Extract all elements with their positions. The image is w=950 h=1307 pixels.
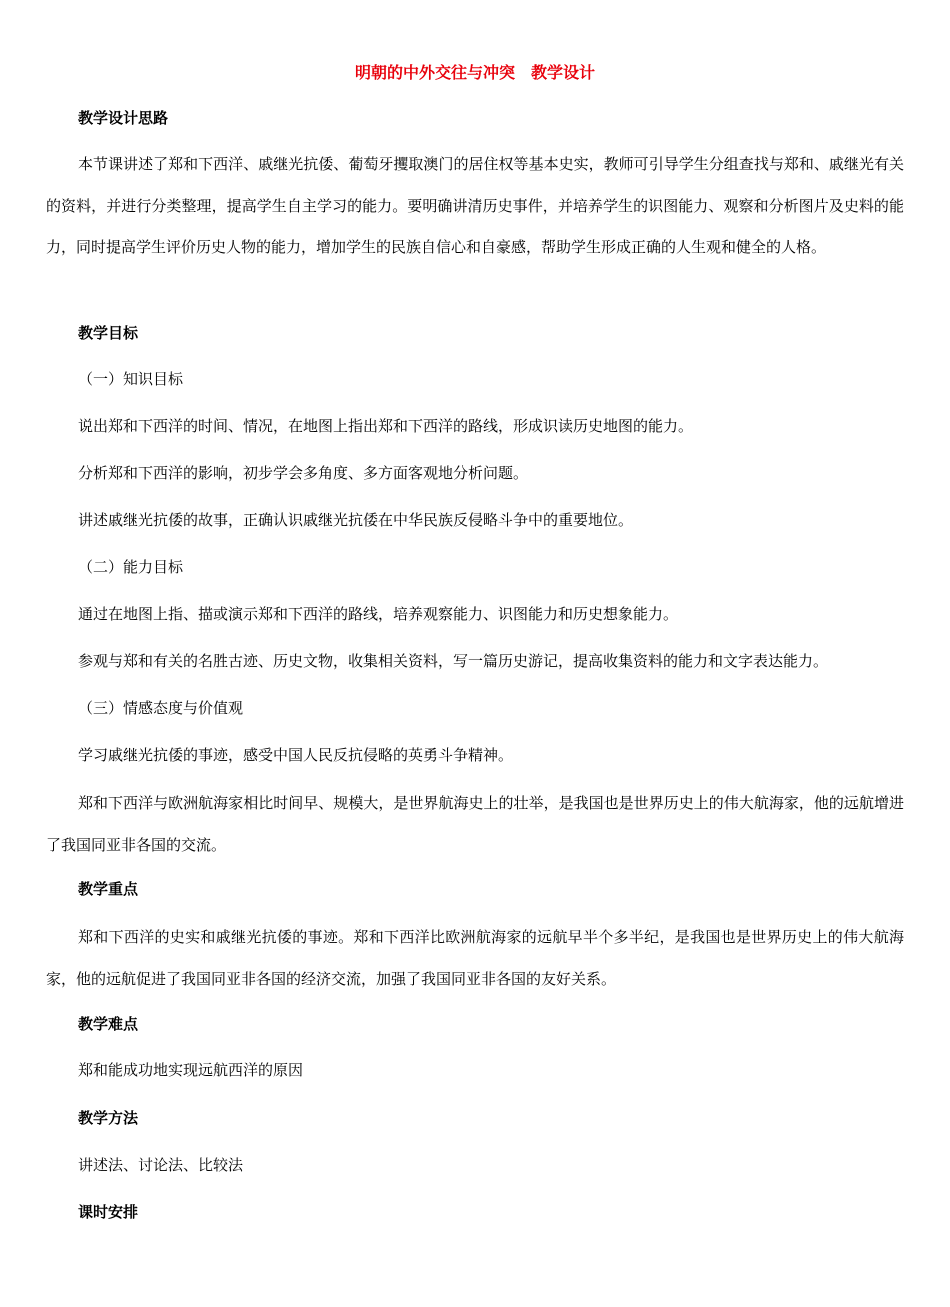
ability-objective-item: 参观与郑和有关的名胜古迹、历史文物，收集相关资料，写一篇历史游记，提高收集资料的能力和文字表达能力。 <box>78 652 829 670</box>
heading-difficult-points: 教学难点 <box>78 1015 139 1033</box>
heading-key-points: 教学重点 <box>78 880 139 898</box>
emotion-objective-item: 学习戚继光抗倭的事迹，感受中国人民反抗侵略的英勇斗争精神。 <box>78 746 514 764</box>
paragraph-key-points: 郑和下西洋的史实和戚继光抗倭的事迹。郑和下西洋比欧洲航海家的远航早半个多半纪，是我国也是世界历史上的伟大航海家，他的远航促进了我国同亚非各国的经济交流，加强了我国同亚非各国的友好关系。 <box>46 928 904 988</box>
knowledge-objective-item: 讲述戚继光抗倭的故事，正确认识戚继光抗倭在中华民族反侵略斗争中的重要地位。 <box>78 511 634 529</box>
paragraph-design-approach: 本节课讲述了郑和下西洋、戚继光抗倭、葡萄牙攫取澳门的居住权等基本史实，教师可引导学生分组查找与郑和、戚继光有关的资料，并进行分类整理，提高学生自主学习的能力。要明确讲清历史事件，并培养学生的识图能力、观察和分析图片及史料的能力，同时提高学生评价历史人物的能力，增加学生的民族自信心和自豪感，帮助学生形成正确的人生观和健全的人格。 <box>46 155 904 256</box>
subheading-emotion-values: （三）情感态度与价值观 <box>78 699 244 717</box>
heading-teaching-methods: 教学方法 <box>78 1109 139 1127</box>
heading-class-hours: 课时安排 <box>78 1203 139 1221</box>
knowledge-objective-item: 说出郑和下西洋的时间、情况，在地图上指出郑和下西洋的路线，形成识读历史地图的能力。 <box>78 417 694 435</box>
document-title: 明朝的中外交往与冲突 教学设计 <box>354 63 595 82</box>
heading-design-approach: 教学设计思路 <box>78 109 169 127</box>
difficult-points-text: 郑和能成功地实现远航西洋的原因 <box>78 1061 304 1079</box>
ability-objective-item: 通过在地图上指、描或演示郑和下西洋的路线，培养观察能力、识图能力和历史想象能力。 <box>78 605 679 623</box>
knowledge-objective-item: 分析郑和下西洋的影响，初步学会多角度、多方面客观地分析问题。 <box>78 464 529 482</box>
subheading-ability-objectives: （二）能力目标 <box>78 558 184 576</box>
subheading-knowledge-objectives: （一）知识目标 <box>78 370 184 388</box>
heading-teaching-objectives: 教学目标 <box>78 324 139 342</box>
teaching-methods-text: 讲述法、讨论法、比较法 <box>78 1156 244 1174</box>
emotion-objective-paragraph: 郑和下西洋与欧洲航海家相比时间早、规模大，是世界航海史上的壮举，是我国也是世界历史上的伟大航海家，他的远航增进了我国同亚非各国的交流。 <box>46 794 904 854</box>
